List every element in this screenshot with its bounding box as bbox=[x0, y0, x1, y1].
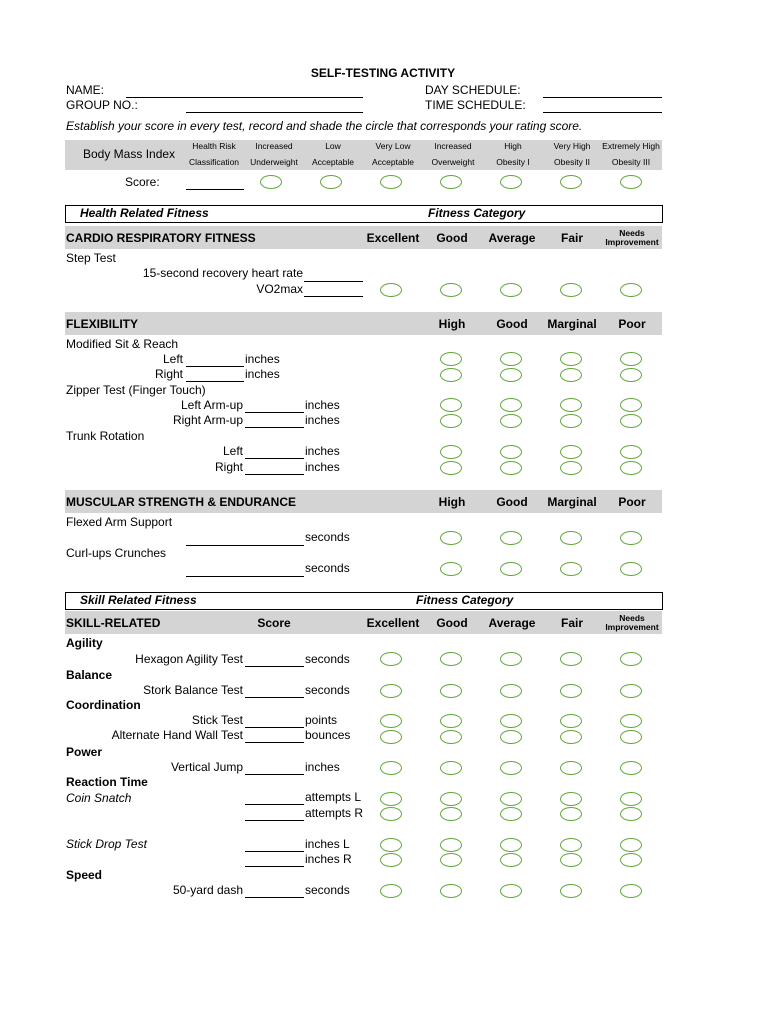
right-arm-up-unit: inches bbox=[305, 413, 340, 427]
musc-col-marginal: Marginal bbox=[547, 495, 597, 509]
health-related-title: Health Related Fitness bbox=[80, 206, 209, 220]
rating-circle[interactable] bbox=[320, 175, 342, 189]
rating-circle[interactable] bbox=[380, 684, 402, 698]
name-label: NAME: bbox=[66, 83, 105, 97]
dash-label: 50-yard dash bbox=[172, 883, 243, 897]
musc-col-high: High bbox=[438, 495, 466, 509]
rating-circle[interactable] bbox=[500, 730, 522, 744]
rating-circle[interactable] bbox=[620, 761, 642, 775]
agility-label: Agility bbox=[66, 636, 103, 650]
coin-snatch-r-field[interactable] bbox=[245, 820, 304, 821]
coin-snatch-label: Coin Snatch bbox=[66, 791, 132, 805]
rating-circle[interactable] bbox=[620, 884, 642, 898]
vertical-jump-unit: inches bbox=[305, 760, 340, 774]
group-label: GROUP NO.: bbox=[66, 98, 138, 112]
rating-circle[interactable] bbox=[440, 714, 462, 728]
trunk-left-field[interactable] bbox=[245, 458, 304, 459]
recovery-heart-rate-label: 15-second recovery heart rate bbox=[142, 266, 303, 280]
hexagon-label: Hexagon Agility Test bbox=[135, 652, 243, 666]
bmi-col-increased-underweight: Increased Underweight bbox=[250, 141, 298, 167]
skill-band-title: SKILL-RELATED bbox=[66, 616, 161, 630]
bmi-col-very-low-acceptable: Very Low Acceptable bbox=[371, 141, 415, 167]
bmi-col-very-high-obesity-2: Very High Obesity II bbox=[553, 141, 591, 167]
alternate-hand-unit: bounces bbox=[305, 728, 351, 742]
rating-circle[interactable] bbox=[380, 761, 402, 775]
right-arm-up-label: Right Arm-up bbox=[172, 413, 243, 427]
rating-circle[interactable] bbox=[440, 283, 462, 297]
rating-circle[interactable] bbox=[500, 807, 522, 821]
rating-circle[interactable] bbox=[380, 652, 402, 666]
stork-field[interactable] bbox=[245, 697, 304, 698]
rating-circle[interactable] bbox=[560, 398, 582, 412]
cardio-col-excellent: Excellent bbox=[366, 231, 420, 245]
rating-circle[interactable] bbox=[560, 838, 582, 852]
skill-col-excellent: Excellent bbox=[366, 616, 420, 630]
bmi-col-high-obesity-1: High Obesity I bbox=[496, 141, 530, 167]
bmi-col-extremely-high-obesity-3: Extremely High Obesity III bbox=[602, 141, 660, 167]
stick-drop-r-field[interactable] bbox=[245, 866, 304, 867]
rating-circle[interactable] bbox=[620, 461, 642, 475]
sit-reach-right-label: Right bbox=[154, 367, 183, 381]
coordination-label: Coordination bbox=[66, 698, 141, 712]
rating-circle[interactable] bbox=[380, 807, 402, 821]
stick-test-unit: points bbox=[305, 713, 338, 727]
rating-circle[interactable] bbox=[560, 761, 582, 775]
stick-test-field[interactable] bbox=[245, 727, 304, 728]
rating-circle[interactable] bbox=[560, 562, 582, 576]
rating-circle[interactable] bbox=[560, 283, 582, 297]
flexibility-title: FLEXIBILITY bbox=[66, 317, 138, 331]
rating-circle[interactable] bbox=[500, 398, 522, 412]
rating-circle[interactable] bbox=[620, 398, 642, 412]
rating-circle[interactable] bbox=[500, 283, 522, 297]
bmi-score-field[interactable] bbox=[186, 189, 244, 190]
left-arm-up-unit: inches bbox=[305, 398, 340, 412]
cardio-col-needs-improvement: Needs Improvement bbox=[605, 228, 659, 247]
bmi-col-health-risk: Health Risk Classification bbox=[188, 141, 240, 167]
rating-circle[interactable] bbox=[440, 652, 462, 666]
rating-circle[interactable] bbox=[500, 853, 522, 867]
rating-circle[interactable] bbox=[500, 652, 522, 666]
rating-circle[interactable] bbox=[500, 838, 522, 852]
musc-col-good: Good bbox=[496, 495, 528, 509]
rating-circle[interactable] bbox=[440, 730, 462, 744]
rating-circle[interactable] bbox=[560, 445, 582, 459]
rating-circle[interactable] bbox=[380, 175, 402, 189]
flexed-arm-unit: seconds bbox=[305, 530, 350, 544]
rating-circle[interactable] bbox=[380, 884, 402, 898]
left-arm-up-label: Left Arm-up bbox=[180, 398, 243, 412]
bmi-label: Body Mass Index bbox=[83, 147, 176, 161]
alternate-hand-label: Alternate Hand Wall Test bbox=[111, 728, 243, 742]
trunk-right-label: Right bbox=[214, 460, 243, 474]
rating-circle[interactable] bbox=[560, 807, 582, 821]
rating-circle[interactable] bbox=[560, 352, 582, 366]
balance-label: Balance bbox=[66, 668, 113, 682]
group-field[interactable] bbox=[186, 112, 363, 113]
rating-circle[interactable] bbox=[440, 684, 462, 698]
trunk-left-unit: inches bbox=[305, 444, 340, 458]
coin-snatch-r-unit: attempts R bbox=[305, 806, 364, 820]
alternate-hand-field[interactable] bbox=[245, 742, 304, 743]
rating-circle[interactable] bbox=[380, 730, 402, 744]
rating-circle[interactable] bbox=[620, 684, 642, 698]
health-fitness-category: Fitness Category bbox=[428, 206, 526, 220]
musc-col-poor: Poor bbox=[618, 495, 646, 509]
bmi-score-label: Score: bbox=[125, 175, 160, 189]
page-title: SELF-TESTING ACTIVITY bbox=[310, 66, 456, 80]
rating-circle[interactable] bbox=[440, 761, 462, 775]
bmi-col-low-acceptable: Low Acceptable bbox=[311, 141, 355, 167]
stick-drop-l-field[interactable] bbox=[245, 851, 304, 852]
flex-col-marginal: Marginal bbox=[547, 317, 597, 331]
rating-circle[interactable] bbox=[440, 352, 462, 366]
rating-circle[interactable] bbox=[560, 461, 582, 475]
rating-circle[interactable] bbox=[440, 445, 462, 459]
rating-circle[interactable] bbox=[560, 684, 582, 698]
flexed-arm-field[interactable] bbox=[186, 545, 304, 546]
vo2max-field[interactable] bbox=[304, 296, 363, 297]
rating-circle[interactable] bbox=[500, 368, 522, 382]
rating-circle[interactable] bbox=[500, 562, 522, 576]
sit-reach-left-field[interactable] bbox=[186, 366, 244, 367]
rating-circle[interactable] bbox=[620, 175, 642, 189]
cardio-col-average: Average bbox=[488, 231, 536, 245]
name-field[interactable] bbox=[126, 97, 363, 98]
curl-ups-field[interactable] bbox=[186, 576, 304, 577]
skill-col-needs-improvement: Needs Improvement bbox=[605, 613, 659, 632]
rating-circle[interactable] bbox=[560, 714, 582, 728]
day-schedule-label: DAY SCHEDULE: bbox=[425, 83, 521, 97]
time-schedule-label: TIME SCHEDULE: bbox=[425, 98, 526, 112]
day-schedule-field[interactable] bbox=[543, 97, 662, 98]
rating-circle[interactable] bbox=[380, 792, 402, 806]
rating-circle[interactable] bbox=[440, 461, 462, 475]
skill-fitness-category: Fitness Category bbox=[416, 593, 514, 607]
rating-circle[interactable] bbox=[560, 414, 582, 428]
recovery-heart-rate-field[interactable] bbox=[304, 281, 363, 282]
stork-unit: seconds bbox=[305, 683, 350, 697]
sit-reach-left-label: Left bbox=[162, 352, 183, 366]
right-arm-up-field[interactable] bbox=[245, 427, 304, 428]
rating-circle[interactable] bbox=[560, 730, 582, 744]
rating-circle[interactable] bbox=[440, 853, 462, 867]
rating-circle[interactable] bbox=[500, 792, 522, 806]
rating-circle[interactable] bbox=[620, 368, 642, 382]
rating-circle[interactable] bbox=[500, 531, 522, 545]
rating-circle[interactable] bbox=[620, 838, 642, 852]
speed-label: Speed bbox=[66, 868, 103, 882]
rating-circle[interactable] bbox=[440, 807, 462, 821]
rating-circle[interactable] bbox=[440, 398, 462, 412]
rating-circle[interactable] bbox=[380, 853, 402, 867]
rating-circle[interactable] bbox=[620, 792, 642, 806]
coin-snatch-l-unit: attempts L bbox=[305, 790, 362, 804]
rating-circle[interactable] bbox=[500, 175, 522, 189]
power-label: Power bbox=[66, 745, 103, 759]
bmi-col-increased-overweight: Increased Overweight bbox=[431, 141, 475, 167]
stick-drop-r-unit: inches R bbox=[305, 852, 352, 866]
rating-circle[interactable] bbox=[620, 283, 642, 297]
zipper-test-label: Zipper Test (Finger Touch) bbox=[66, 383, 206, 397]
skill-col-good: Good bbox=[436, 616, 468, 630]
trunk-right-field[interactable] bbox=[245, 474, 304, 475]
curl-ups-unit: seconds bbox=[305, 561, 350, 575]
vo2max-label: VO2max bbox=[256, 282, 303, 296]
cardio-col-good: Good bbox=[436, 231, 468, 245]
rating-circle[interactable] bbox=[380, 838, 402, 852]
sit-reach-label: Modified Sit & Reach bbox=[66, 337, 179, 351]
rating-circle[interactable] bbox=[440, 175, 462, 189]
rating-circle[interactable] bbox=[440, 838, 462, 852]
rating-circle[interactable] bbox=[620, 414, 642, 428]
rating-circle[interactable] bbox=[620, 714, 642, 728]
rating-circle[interactable] bbox=[500, 352, 522, 366]
rating-circle[interactable] bbox=[380, 283, 402, 297]
instruction-text: Establish your score in every test, record and shade the circle that corresponds your rating score. bbox=[66, 119, 583, 133]
rating-circle[interactable] bbox=[560, 531, 582, 545]
flex-col-high: High bbox=[438, 317, 466, 331]
rating-circle[interactable] bbox=[260, 175, 282, 189]
stork-label: Stork Balance Test bbox=[143, 683, 243, 697]
rating-circle[interactable] bbox=[560, 792, 582, 806]
cardio-title: CARDIO RESPIRATORY FITNESS bbox=[66, 231, 256, 245]
rating-circle[interactable] bbox=[440, 562, 462, 576]
rating-circle[interactable] bbox=[440, 884, 462, 898]
rating-circle[interactable] bbox=[440, 531, 462, 545]
hexagon-unit: seconds bbox=[305, 652, 350, 666]
rating-circle[interactable] bbox=[440, 792, 462, 806]
rating-circle[interactable] bbox=[500, 414, 522, 428]
skill-related-title: Skill Related Fitness bbox=[80, 593, 197, 607]
skill-col-score: Score bbox=[257, 616, 291, 630]
stick-drop-label: Stick Drop Test bbox=[66, 837, 147, 851]
rating-circle[interactable] bbox=[440, 368, 462, 382]
rating-circle[interactable] bbox=[620, 853, 642, 867]
rating-circle[interactable] bbox=[560, 884, 582, 898]
rating-circle[interactable] bbox=[500, 884, 522, 898]
rating-circle[interactable] bbox=[560, 853, 582, 867]
rating-circle[interactable] bbox=[620, 562, 642, 576]
stick-test-label: Stick Test bbox=[191, 713, 243, 727]
trunk-rotation-label: Trunk Rotation bbox=[66, 429, 145, 443]
rating-circle[interactable] bbox=[560, 368, 582, 382]
rating-circle[interactable] bbox=[380, 714, 402, 728]
skill-col-fair: Fair bbox=[560, 616, 583, 630]
rating-circle[interactable] bbox=[620, 652, 642, 666]
coin-snatch-l-field[interactable] bbox=[245, 804, 304, 805]
rating-circle[interactable] bbox=[620, 807, 642, 821]
rating-circle[interactable] bbox=[500, 684, 522, 698]
cardio-col-fair: Fair bbox=[560, 231, 583, 245]
flexed-arm-label: Flexed Arm Support bbox=[66, 515, 173, 529]
time-schedule-field[interactable] bbox=[543, 112, 662, 113]
step-test-label: Step Test bbox=[66, 251, 116, 265]
hexagon-field[interactable] bbox=[245, 666, 304, 667]
trunk-left-label: Left bbox=[222, 444, 243, 458]
trunk-right-unit: inches bbox=[305, 460, 340, 474]
rating-circle[interactable] bbox=[500, 461, 522, 475]
rating-circle[interactable] bbox=[620, 352, 642, 366]
dash-unit: seconds bbox=[305, 883, 350, 897]
rating-circle[interactable] bbox=[620, 531, 642, 545]
dash-field[interactable] bbox=[245, 897, 304, 898]
sit-reach-left-unit: inches bbox=[245, 352, 280, 366]
left-arm-up-field[interactable] bbox=[245, 412, 304, 413]
skill-col-average: Average bbox=[488, 616, 536, 630]
rating-circle[interactable] bbox=[620, 445, 642, 459]
flex-col-good: Good bbox=[496, 317, 528, 331]
reaction-time-label: Reaction Time bbox=[66, 775, 148, 789]
rating-circle[interactable] bbox=[560, 175, 582, 189]
stick-drop-l-unit: inches L bbox=[305, 837, 350, 851]
sit-reach-right-field[interactable] bbox=[186, 381, 244, 382]
rating-circle[interactable] bbox=[620, 730, 642, 744]
vertical-jump-field[interactable] bbox=[245, 774, 304, 775]
rating-circle[interactable] bbox=[500, 445, 522, 459]
flex-col-poor: Poor bbox=[618, 317, 646, 331]
muscular-title: MUSCULAR STRENGTH & ENDURANCE bbox=[66, 495, 296, 509]
rating-circle[interactable] bbox=[500, 761, 522, 775]
curl-ups-label: Curl-ups Crunches bbox=[66, 546, 167, 560]
rating-circle[interactable] bbox=[560, 652, 582, 666]
vertical-jump-label: Vertical Jump bbox=[170, 760, 243, 774]
rating-circle[interactable] bbox=[500, 714, 522, 728]
sit-reach-right-unit: inches bbox=[245, 367, 280, 381]
rating-circle[interactable] bbox=[440, 414, 462, 428]
